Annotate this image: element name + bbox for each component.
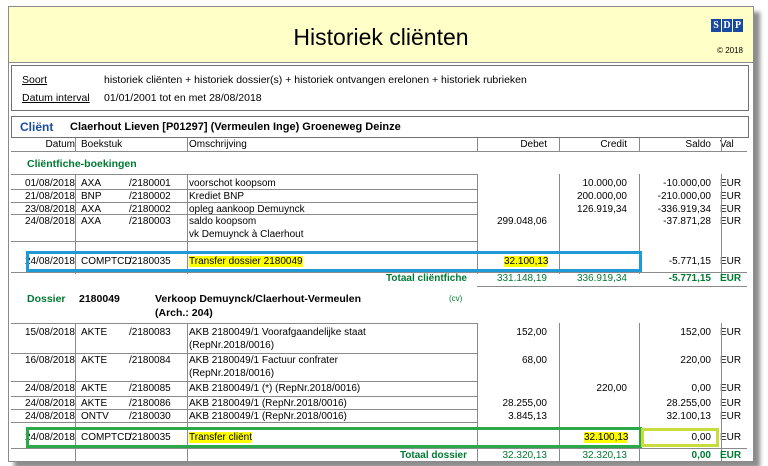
dossier-number: 2180049 bbox=[79, 293, 120, 305]
nr-cell: /2180030 bbox=[129, 411, 171, 422]
column-divider bbox=[187, 138, 188, 151]
col-header-val: Val bbox=[720, 139, 734, 150]
boek-cell: AXA bbox=[81, 216, 102, 227]
logo-letter-s: S bbox=[711, 19, 721, 32]
credit-cell: 10.000,00 bbox=[582, 178, 627, 189]
total-clientfiche-saldo: -5.771,15 bbox=[668, 273, 711, 284]
logo-letter-p: P bbox=[734, 20, 742, 31]
logo-letter-d: D bbox=[723, 20, 731, 31]
datum-cell: 01/08/2018 bbox=[24, 178, 75, 189]
omschrijving-cell: voorschot koopsom bbox=[189, 178, 276, 189]
omschrijving-cell: Transfer cliënt bbox=[189, 432, 252, 443]
total-dossier-label: Totaal dossier bbox=[399, 450, 467, 461]
copyright: © 2018 bbox=[717, 46, 743, 55]
val-cell: EUR bbox=[720, 411, 742, 422]
boek-cell: AXA bbox=[81, 204, 102, 215]
datum-cell: 24/08/2018 bbox=[24, 398, 75, 409]
row-divider bbox=[11, 448, 747, 449]
saldo-cell: 220,00 bbox=[680, 355, 711, 366]
datum-cell: 23/08/2018 bbox=[24, 204, 75, 215]
datum-cell: 24/08/2018 bbox=[24, 432, 75, 443]
column-divider bbox=[477, 138, 478, 151]
row-divider bbox=[11, 189, 477, 190]
omschrijving-cell: AKB 2180049/1 (RepNr.2018/0016) bbox=[189, 398, 347, 409]
omschrijving-cell: Krediet BNP bbox=[189, 191, 245, 202]
client-box bbox=[11, 116, 749, 138]
row-divider bbox=[11, 202, 477, 203]
val-cell: EUR bbox=[720, 191, 742, 202]
omschrijving-cell: (RepNr.2018/0016) bbox=[189, 339, 275, 351]
boek-cell: BNP bbox=[81, 191, 102, 202]
saldo-cell: -336.919,34 bbox=[657, 204, 711, 215]
period-label: Datum interval bbox=[22, 92, 90, 104]
nr-cell: /2180084 bbox=[129, 355, 171, 366]
val-cell: EUR bbox=[720, 383, 742, 394]
col-header-debet: Debet bbox=[520, 139, 547, 150]
val-cell: EUR bbox=[720, 355, 742, 366]
saldo-cell: -10.000,00 bbox=[663, 178, 711, 189]
boek-cell: AKTE bbox=[81, 398, 108, 409]
omschrijving-cell: vk Demuynck à Claerhout bbox=[189, 228, 304, 240]
omschrijving-cell: Transfer dossier 2180049 bbox=[189, 256, 303, 267]
credit-cell: 200.000,00 bbox=[576, 191, 627, 202]
sdp-logo bbox=[710, 19, 743, 32]
col-header-boekstuk: Boekstuk bbox=[81, 139, 123, 150]
total-dossier-saldo: 0,00 bbox=[691, 450, 711, 461]
saldo-cell: 0,00 bbox=[691, 432, 711, 443]
row-divider bbox=[11, 422, 477, 423]
omschrijving-cell: (RepNr.2018/0016) bbox=[189, 367, 275, 379]
debet-cell: 299.048,06 bbox=[496, 216, 547, 227]
saldo-cell: -5.771,15 bbox=[668, 256, 711, 267]
soort-label: Soort bbox=[22, 74, 48, 86]
dossier-name: Verkoop Demuynck/Claerhout-Vermeulen bbox=[155, 293, 361, 305]
val-cell: EUR bbox=[720, 204, 742, 215]
omschrijving-cell: AKB 2180049/1 Factuur confrater bbox=[189, 355, 338, 366]
boek-cell: AKTE bbox=[81, 355, 108, 366]
debet-cell: 152,00 bbox=[516, 327, 547, 338]
highlight-box-transfer-client bbox=[26, 427, 642, 448]
datum-cell: 15/08/2018 bbox=[24, 327, 75, 338]
saldo-cell: -210.000,00 bbox=[657, 191, 711, 202]
highlight-box-saldo-zero bbox=[641, 428, 719, 447]
page-title: Historiek cliënten bbox=[293, 24, 469, 50]
total-clientfiche-credit: 336.919,34 bbox=[576, 273, 627, 284]
saldo-cell: -37.871,28 bbox=[663, 216, 711, 227]
criteria-period bbox=[22, 92, 262, 104]
row-divider bbox=[11, 323, 477, 324]
criteria-soort bbox=[22, 74, 527, 86]
soort-value: historiek cliënten + historiek dossier(s) + historiek ontvangen erelonen + historiek rubrieken bbox=[104, 74, 527, 86]
debet-cell: 68,00 bbox=[521, 355, 547, 366]
column-divider bbox=[721, 174, 722, 274]
highlight-box-transfer-dossier bbox=[26, 251, 642, 272]
boek-cell: ONTV bbox=[81, 411, 109, 422]
datum-cell: 24/08/2018 bbox=[24, 256, 75, 267]
debet-cell: 32.100,13 bbox=[504, 256, 549, 267]
dossier-label: Dossier bbox=[27, 293, 66, 305]
omschrijving-cell: AKB 2180049/1 (RepNr.2018/0016) bbox=[189, 411, 347, 422]
column-divider bbox=[639, 138, 640, 151]
boek-cell: AKTE bbox=[81, 327, 108, 338]
boek-cell: AKTE bbox=[81, 383, 108, 394]
nr-cell: /2180086 bbox=[129, 398, 171, 409]
total-dossier-val: EUR bbox=[720, 450, 742, 461]
criteria-box bbox=[11, 65, 749, 111]
datum-cell: 24/08/2018 bbox=[24, 411, 75, 422]
datum-cell: 21/08/2018 bbox=[24, 191, 75, 202]
column-divider bbox=[721, 138, 722, 151]
omschrijving-cell: opleg aankoop Demuynck bbox=[189, 204, 305, 215]
clientfiche-title: Cliëntfiche-boekingen bbox=[27, 158, 137, 170]
total-clientfiche-label: Totaal cliëntfiche bbox=[386, 273, 467, 284]
row-divider bbox=[11, 409, 477, 410]
dossier-tag: (cv) bbox=[449, 294, 463, 303]
row-divider bbox=[11, 151, 477, 152]
credit-cell: 126.919,34 bbox=[576, 204, 627, 215]
row-divider bbox=[477, 151, 747, 152]
row-divider bbox=[11, 241, 477, 242]
period-value: 01/01/2001 tot en met 28/08/2018 bbox=[104, 92, 262, 104]
saldo-cell: 0,00 bbox=[691, 383, 711, 394]
client-value: Claerhout Lieven [P01297] (Vermeulen Inge) Groeneweg Deinze bbox=[70, 121, 401, 133]
nr-cell: /2180035 bbox=[129, 256, 171, 267]
val-cell: EUR bbox=[720, 327, 742, 338]
datum-cell: 24/08/2018 bbox=[24, 216, 75, 227]
total-clientfiche-debet: 331.148,19 bbox=[496, 273, 547, 284]
debet-cell: 3.845,13 bbox=[508, 411, 547, 422]
val-cell: EUR bbox=[720, 178, 742, 189]
col-header-datum: Datum bbox=[45, 139, 75, 150]
nr-cell: /2180002 bbox=[129, 191, 171, 202]
saldo-cell: 28.255,00 bbox=[666, 398, 711, 409]
row-divider bbox=[11, 381, 477, 382]
row-divider bbox=[11, 174, 477, 175]
val-cell: EUR bbox=[720, 432, 742, 443]
val-cell: EUR bbox=[720, 256, 742, 267]
nr-cell: /2180085 bbox=[129, 383, 171, 394]
val-cell: EUR bbox=[720, 216, 742, 227]
column-divider bbox=[721, 323, 722, 462]
nr-cell: /2180035 bbox=[129, 432, 171, 443]
saldo-cell: 32.100,13 bbox=[666, 411, 711, 422]
omschrijving-cell: AKB 2180049/1 Voorafgaandelijke staat bbox=[189, 327, 366, 338]
col-header-omschrijving: Omschrijving bbox=[189, 139, 247, 150]
column-divider bbox=[559, 138, 560, 151]
boek-cell: AXA bbox=[81, 178, 102, 189]
omschrijving-cell: saldo koopsom bbox=[189, 216, 257, 227]
datum-cell: 24/08/2018 bbox=[24, 383, 75, 394]
boek-cell: COMPTCD bbox=[81, 432, 132, 443]
column-divider bbox=[75, 138, 76, 151]
credit-cell: 32.100,13 bbox=[584, 432, 629, 443]
total-dossier-debet: 32.320,13 bbox=[502, 450, 547, 461]
boek-cell: COMPTCD bbox=[81, 256, 132, 267]
omschrijving-cell: AKB 2180049/1 (*) (RepNr.2018/0016) bbox=[189, 383, 361, 394]
val-cell: EUR bbox=[720, 398, 742, 409]
nr-cell: /2180002 bbox=[129, 204, 171, 215]
nr-cell: /2180003 bbox=[129, 216, 171, 227]
col-header-credit: Credit bbox=[600, 139, 627, 150]
credit-cell: 220,00 bbox=[596, 383, 627, 394]
row-divider bbox=[477, 286, 747, 287]
client-label: Cliënt bbox=[20, 120, 54, 134]
datum-cell: 16/08/2018 bbox=[24, 355, 75, 366]
row-divider bbox=[11, 353, 477, 354]
ledger-table bbox=[11, 138, 747, 462]
saldo-cell: 152,00 bbox=[680, 327, 711, 338]
row-divider bbox=[11, 396, 477, 397]
title-band bbox=[9, 7, 753, 63]
nr-cell: /2180083 bbox=[129, 327, 171, 338]
total-dossier-credit: 32.320,13 bbox=[582, 450, 627, 461]
total-clientfiche-val: EUR bbox=[720, 273, 742, 284]
dossier-archive: (Arch.: 204) bbox=[155, 307, 213, 319]
report-window bbox=[8, 6, 754, 462]
col-header-saldo: Saldo bbox=[685, 139, 711, 150]
debet-cell: 28.255,00 bbox=[502, 398, 547, 409]
nr-cell: /2180001 bbox=[129, 178, 171, 189]
